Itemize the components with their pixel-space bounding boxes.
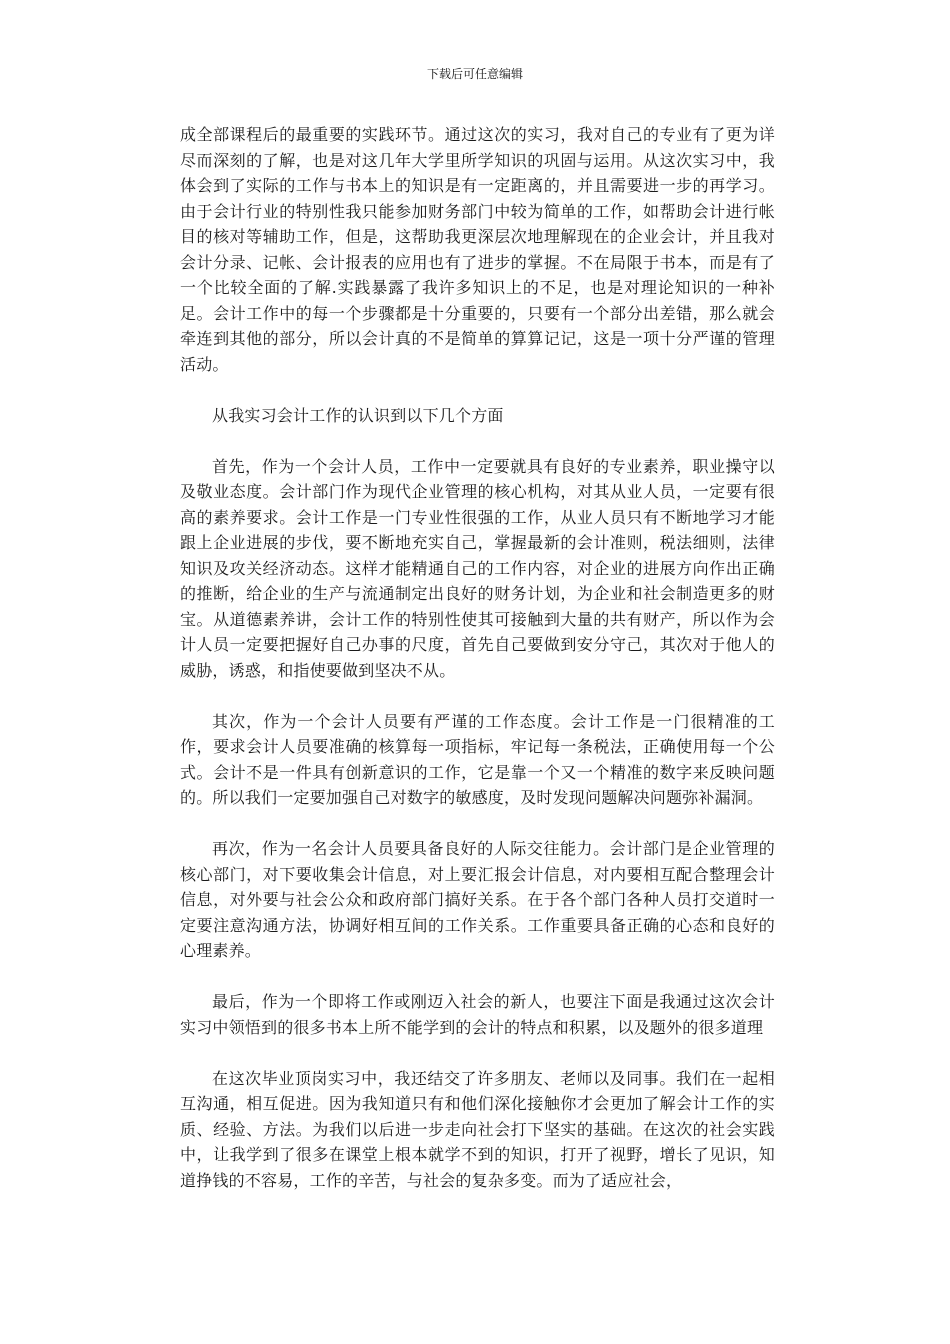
paragraph-second: 其次，作为一个会计人员要有严谨的工作态度。会计工作是一门很精准的工作，要求会计人员要准确的核算每一项指标，牢记每一条税法，正确使用每一个公式。会计不是一件具有创新意识的工作，它是靠一个又一个精准的数字来反映问题的。所以我们一定要加强自己对数字的敏感度，及时发现问题解决问题弥补漏洞。 — [180, 711, 775, 807]
document-body — [180, 122, 775, 1193]
paragraph-gap — [180, 1040, 775, 1066]
paragraph-gap — [180, 428, 775, 454]
paragraph-gap — [180, 377, 775, 403]
paragraph-gap — [180, 964, 775, 990]
paragraph-gap — [180, 811, 775, 837]
page-header: 下载后可任意编辑 — [426, 67, 523, 81]
paragraph-third: 再次，作为一名会计人员要具备良好的人际交往能力。会计部门是企业管理的核心部门，对下要收集会计信息，对上要汇报会计信息，对内要相互配合整理会计信息，对外要与社会公众和政府部门搞好关系。在于各个部门各种人员打交道时一定要注意沟通方法，协调好相互间的工作关系。工作重要具备正确的心态和良好的心理素养。 — [180, 839, 775, 960]
paragraph-last: 最后，作为一个即将工作或刚迈入社会的新人，也要注下面是我通过这次会计实习中领悟到的很多书本上所不能学到的会计的特点和积累，以及题外的很多道理 — [180, 992, 775, 1037]
paragraph-continuation: 成全部课程后的最重要的实践环节。通过这次的实习，我对自己的专业有了更为详尽而深刻的了解，也是对这几年大学里所学知识的巩固与运用。从这次实习中，我体会到了实际的工作与书本上的知识是有一定距离的，并且需要进一步的再学习。由于会计行业的特别性我只能参加财务部门中较为简单的工作，如帮助会计进行帐目的核对等辅助工作，但是，这帮助我更深层次地理解现在的企业会计，并且我对会计分录、记帐、会计报表的应用也有了进步的掌握。不在局限于书本，而是有了一个比较全面的了解.实践暴露了我许多知识上的不足，也是对理论知识的一种补足。会计工作中的每一个步骤都是十分重要的，只要有一个部分出差错，那么就会牵连到其他的部分，所以会计真的不是简单的算算记记，这是一项十分严谨的管理活动。 — [180, 125, 775, 374]
paragraph-internship: 在这次毕业顶岗实习中，我还结交了许多朋友、老师以及同事。我们在一起相互沟通，相互促进。因为我知道只有和他们深化接触你才会更加了解会计工作的实质、经验、方法。为我们以后进一步走向社会打下坚实的基础。在这次的社会实践中，让我学到了很多在课堂上根本就学不到的知识，打开了视野，增长了见识，知道挣钱的不容易，工作的辛苦，与社会的复杂多变。而为了适应社会， — [180, 1068, 775, 1190]
paragraph-first: 首先，作为一个会计人员，工作中一定要就具有良好的专业素养，职业操守以及敬业态度。会计部门作为现代企业管理的核心机构，对其从业人员，一定要有很高的素养要求。会计工作是一门专业性很强的工作，从业人员只有不断地学习才能跟上企业进展的步伐，要不断地充实自己，掌握最新的会计准则，税法细则，法律知识及攻关经济动态。这样才能精通自己的工作内容，对企业的进展方向作出正确的推断，给企业的生产与流通制定出良好的财务计划，为企业和社会制造更多的财宝。从道德素养讲，会计工作的特别性使其可接触到大量的共有财产，所以作为会计人员一定要把握好自己办事的尺度，首先自己要做到安分守己，其次对于他人的威胁，诱惑，和指使要做到坚决不从。 — [180, 456, 775, 680]
section-heading: 从我实习会计工作的认识到以下几个方面 — [212, 405, 504, 425]
paragraph-gap — [180, 683, 775, 709]
